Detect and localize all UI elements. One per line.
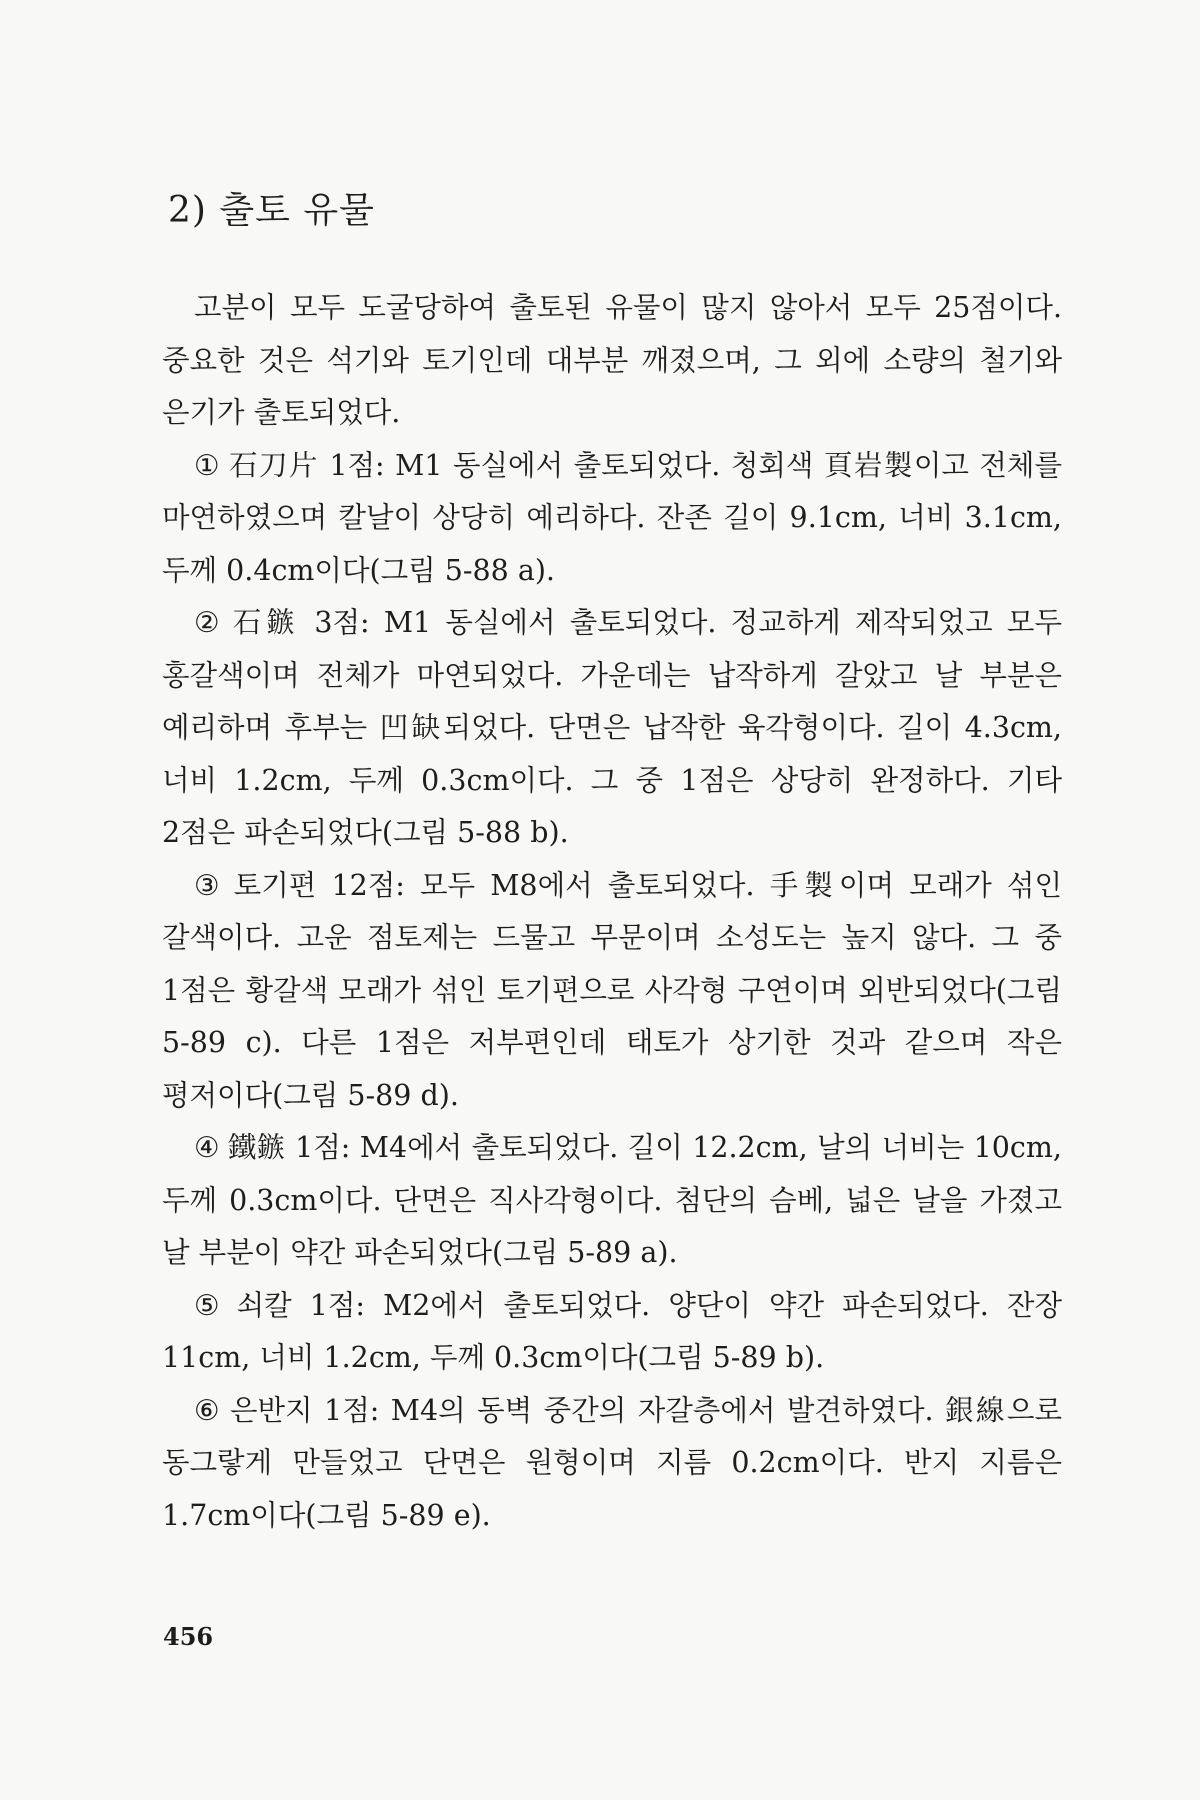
item-number: ⑤ <box>194 1288 229 1322</box>
item-text: 토기편 12점: 모두 M8에서 출토되었다. 手製이며 모래가 섞인 갈색이다. 고운 점토제는 드물고 무문이며 소성도는 높지 않다. 그 중 1점은 황갈색 모래가 섞인 토기편으로 사각형 구연이며 외반되었다(그림 5-89 c). 다른 1점은 저부편인데 태토가 상기한 것과 같으며 작은 평저이다(그림 5-89 d). <box>162 868 1062 1112</box>
item-paragraph <box>162 1385 1062 1543</box>
item-number: ⑥ <box>194 1393 222 1427</box>
item-paragraph <box>162 860 1062 1123</box>
item-paragraph <box>162 1122 1062 1280</box>
item-paragraph <box>162 440 1062 598</box>
item-number: ④ <box>194 1131 220 1164</box>
body-text <box>162 282 1062 1542</box>
item-text: 鐵鏃 1점: M4에서 출토되었다. 길이 12.2cm, 날의 너비는 10cm, 두께 0.3cm이다. 단면은 직사각형이다. 첨단의 슴베, 넓은 날을 가졌고 날 부분이 약간 파손되었다(그림 5-89 a). <box>162 1131 1062 1269</box>
item-number: ① <box>194 448 222 482</box>
item-text: 쇠칼 1점: M2에서 출토되었다. 양단이 약간 파손되었다. 잔장 11cm, 너비 1.2cm, 두께 0.3cm이다(그림 5-89 b). <box>162 1288 1062 1374</box>
intro-paragraph: 고분이 모두 도굴당하여 출토된 유물이 많지 않아서 모두 25점이다. 중요한 것은 석기와 토기인데 대부분 깨졌으며, 그 외에 소량의 철기와 은기가 출토되었다. <box>162 291 1062 429</box>
item-text: 은반지 1점: M4의 동벽 중간의 자갈층에서 발견하였다. 銀線으로 동그랗게 만들었고 단면은 원형이며 지름 0.2cm이다. 반지 지름은 1.7cm이다(그림 5-89 e). <box>162 1393 1062 1532</box>
item-paragraph <box>162 597 1062 860</box>
section-heading: 2) 출토 유물 <box>168 190 375 231</box>
page-number: 456 <box>163 1622 214 1651</box>
item-paragraph <box>162 1280 1062 1385</box>
item-number: ③ <box>194 868 226 902</box>
item-number: ② <box>194 606 225 639</box>
item-text: 石刀片 1점: M1 동실에서 출토되었다. 청회색 頁岩製이고 전체를 마연하였으며 칼날이 상당히 예리하다. 잔존 길이 9.1cm, 너비 3.1cm, 두께 0.4cm이다(그림 5-88 a). <box>162 448 1062 587</box>
item-text: 石鏃 3점: M1 동실에서 출토되었다. 정교하게 제작되었고 모두 홍갈색이며 전체가 마연되었다. 가운데는 납작하게 갈았고 날 부분은 예리하며 후부는 凹缺되었다. 단면은 납작한 육각형이다. 길이 4.3cm, 너비 1.2cm, 두께 0.3cm이다. 그 중 1점은 상당히 완정하다. 기타 2점은 파손되었다(그림 5-88 b). <box>162 606 1062 849</box>
